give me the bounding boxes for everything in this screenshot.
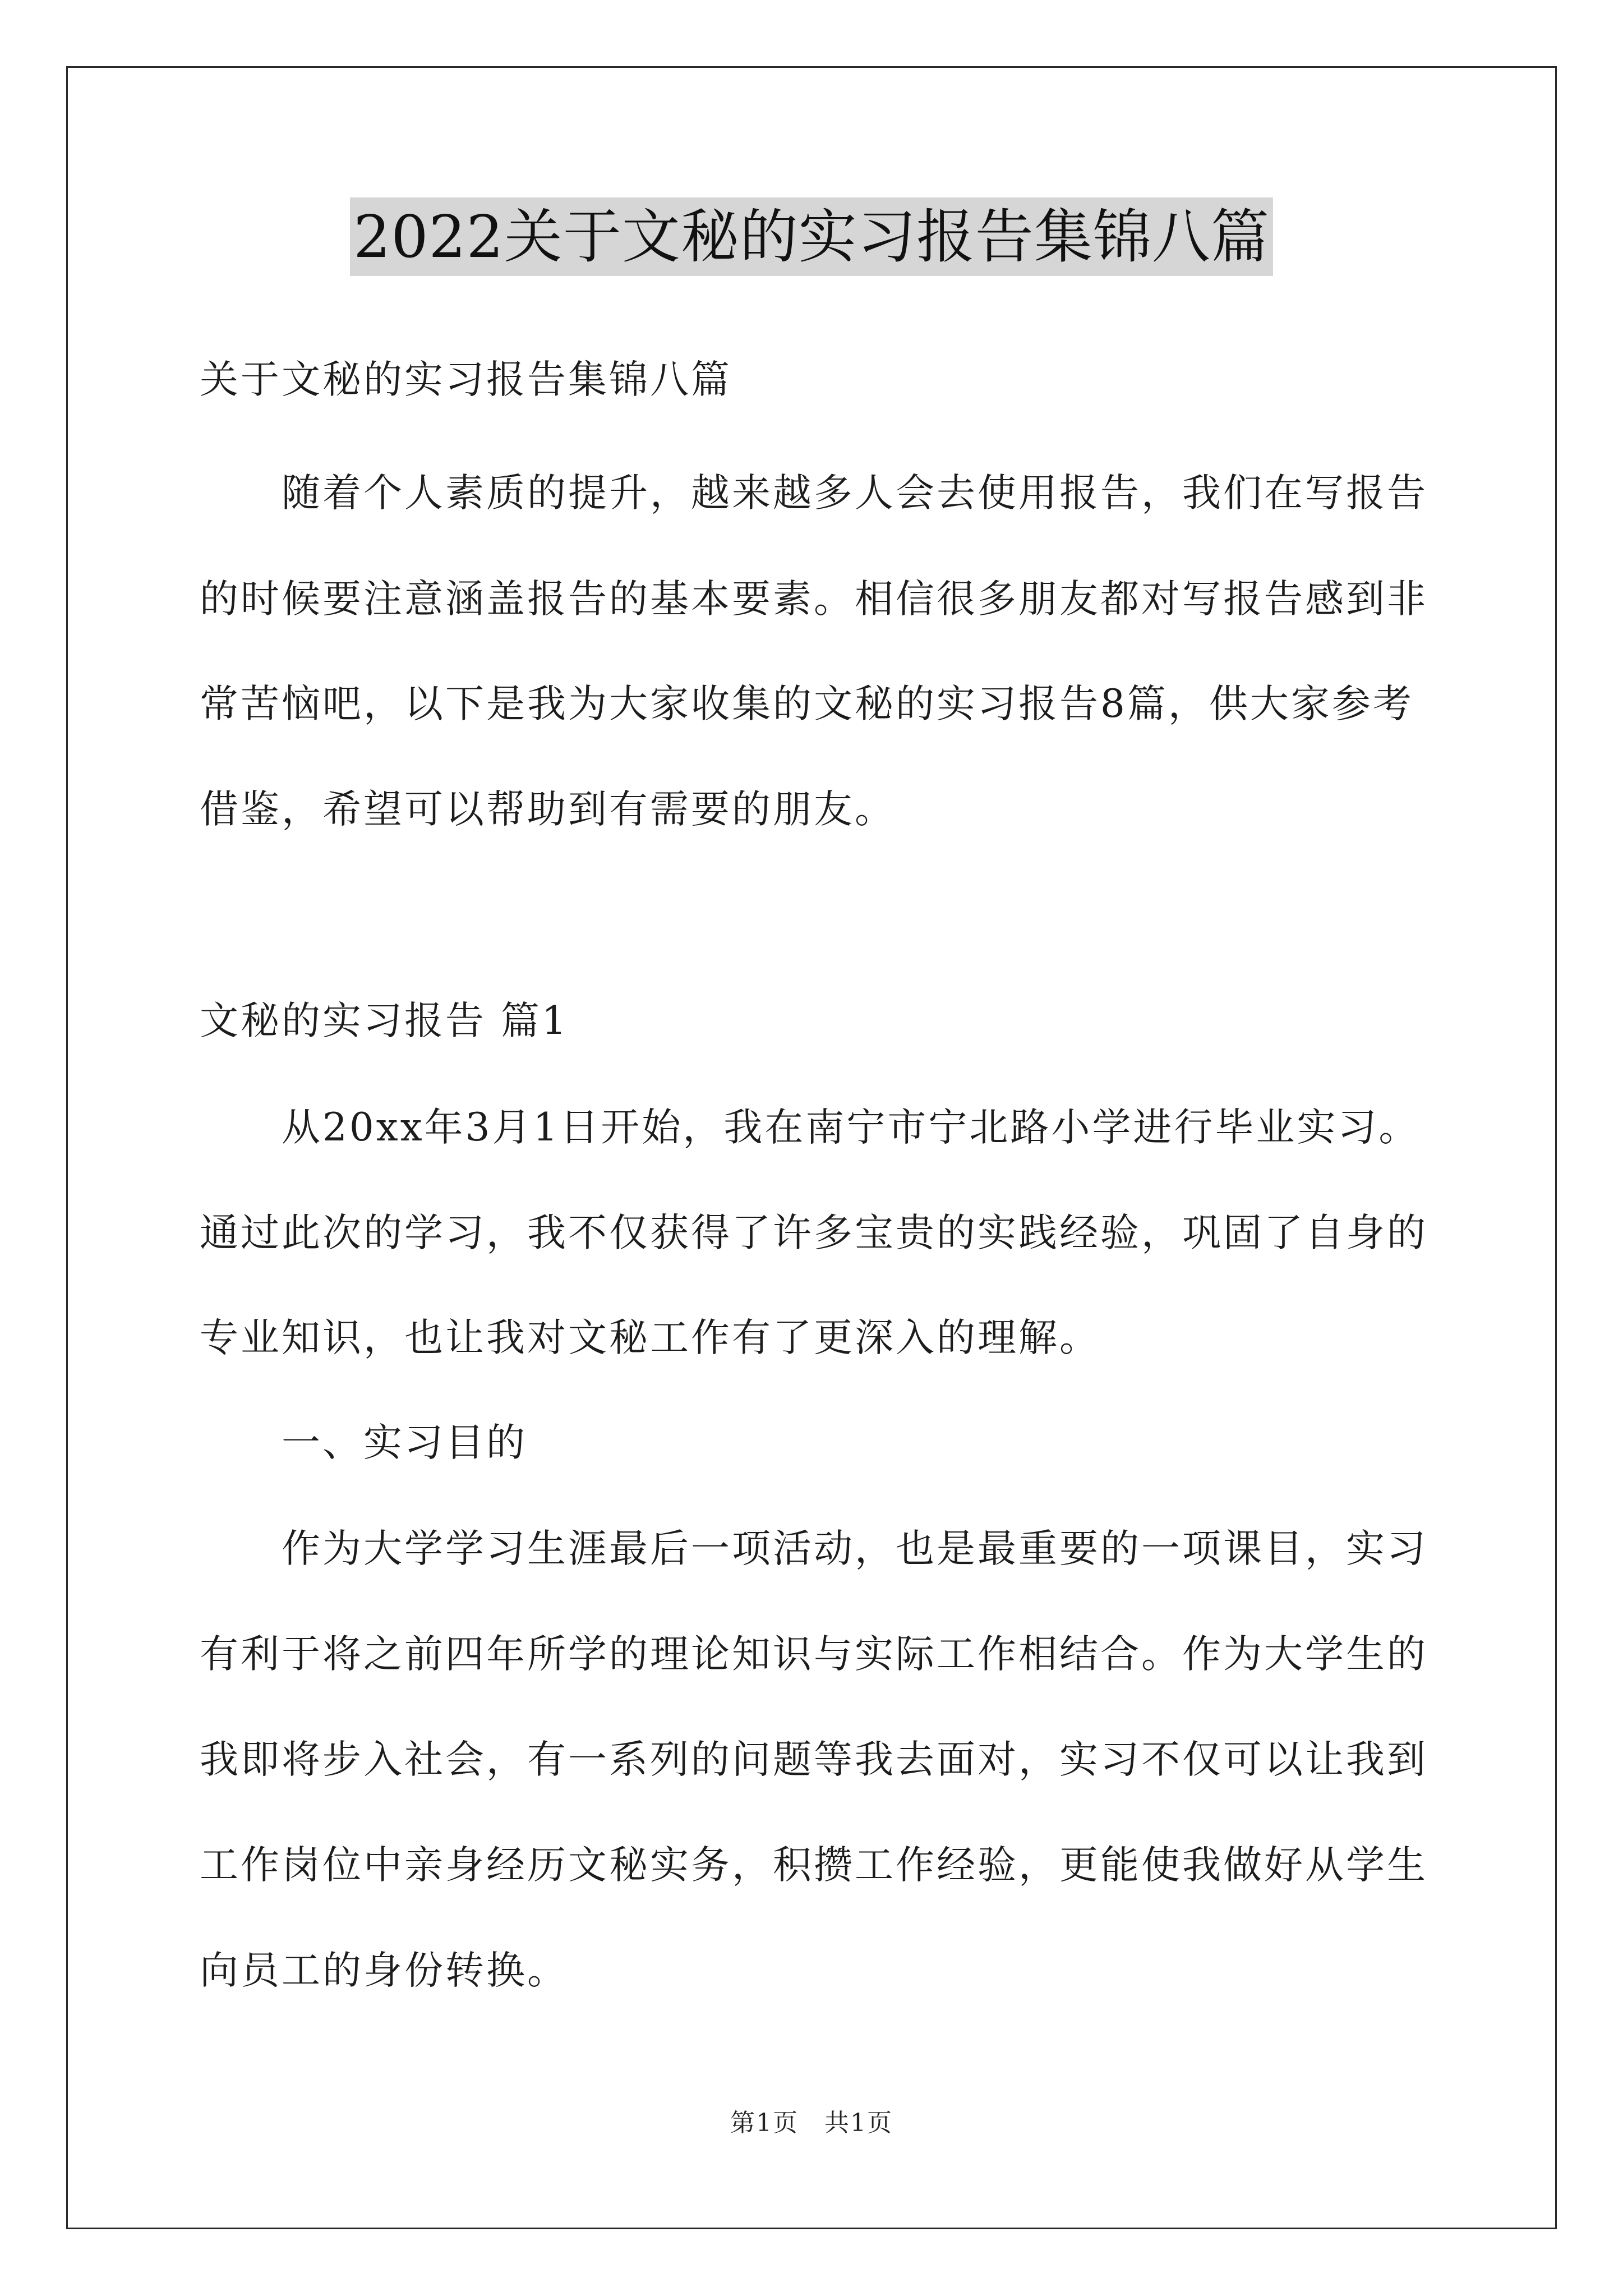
intro-line-1: 随着个人素质的提升，越来越多人会去使用报告，我们在写报告 [282, 471, 1428, 516]
purpose-line-2: 有利于将之前四年所学的理论知识与实际工作相结合。作为大学生的 [200, 1632, 1428, 1677]
title-container [0, 197, 1623, 276]
purpose-line-3: 我即将步入社会，有一系列的问题等我去面对，实习不仅可以让我到 [200, 1737, 1428, 1782]
document-subtitle: 关于文秘的实习报告集锦八篇 [200, 357, 732, 402]
section-line-2: 通过此次的学习，我不仅获得了许多宝贵的实践经验，巩固了自身的 [200, 1211, 1428, 1255]
purpose-line-1: 作为大学学习生涯最后一项活动，也是最重要的一项课目，实习 [282, 1526, 1428, 1571]
section-line-1: 从20xx年3月1日开始，我在南宁市宁北路小学进行毕业实习。 [282, 1105, 1420, 1150]
document-title: 2022关于文秘的实习报告集锦八篇 [350, 197, 1273, 276]
intro-line-4: 借鉴，希望可以帮助到有需要的朋友。 [200, 787, 896, 832]
page-number-footer: 第1页 共1页 [730, 2109, 893, 2137]
purpose-subheading: 一、实习目的 [282, 1420, 527, 1465]
purpose-line-5: 向员工的身份转换。 [200, 1948, 568, 1993]
section-heading: 文秘的实习报告 篇1 [200, 999, 569, 1043]
section-line-3: 专业知识，也让我对文秘工作有了更深入的理解。 [200, 1315, 1100, 1360]
intro-line-2: 的时候要注意涵盖报告的基本要素。相信很多朋友都对写报告感到非 [200, 577, 1428, 622]
intro-line-3: 常苦恼吧，以下是我为大家收集的文秘的实习报告8篇，供大家参考 [200, 682, 1414, 726]
purpose-line-4: 工作岗位中亲身经历文秘实务，积攒工作经验，更能使我做好从学生 [200, 1843, 1428, 1888]
